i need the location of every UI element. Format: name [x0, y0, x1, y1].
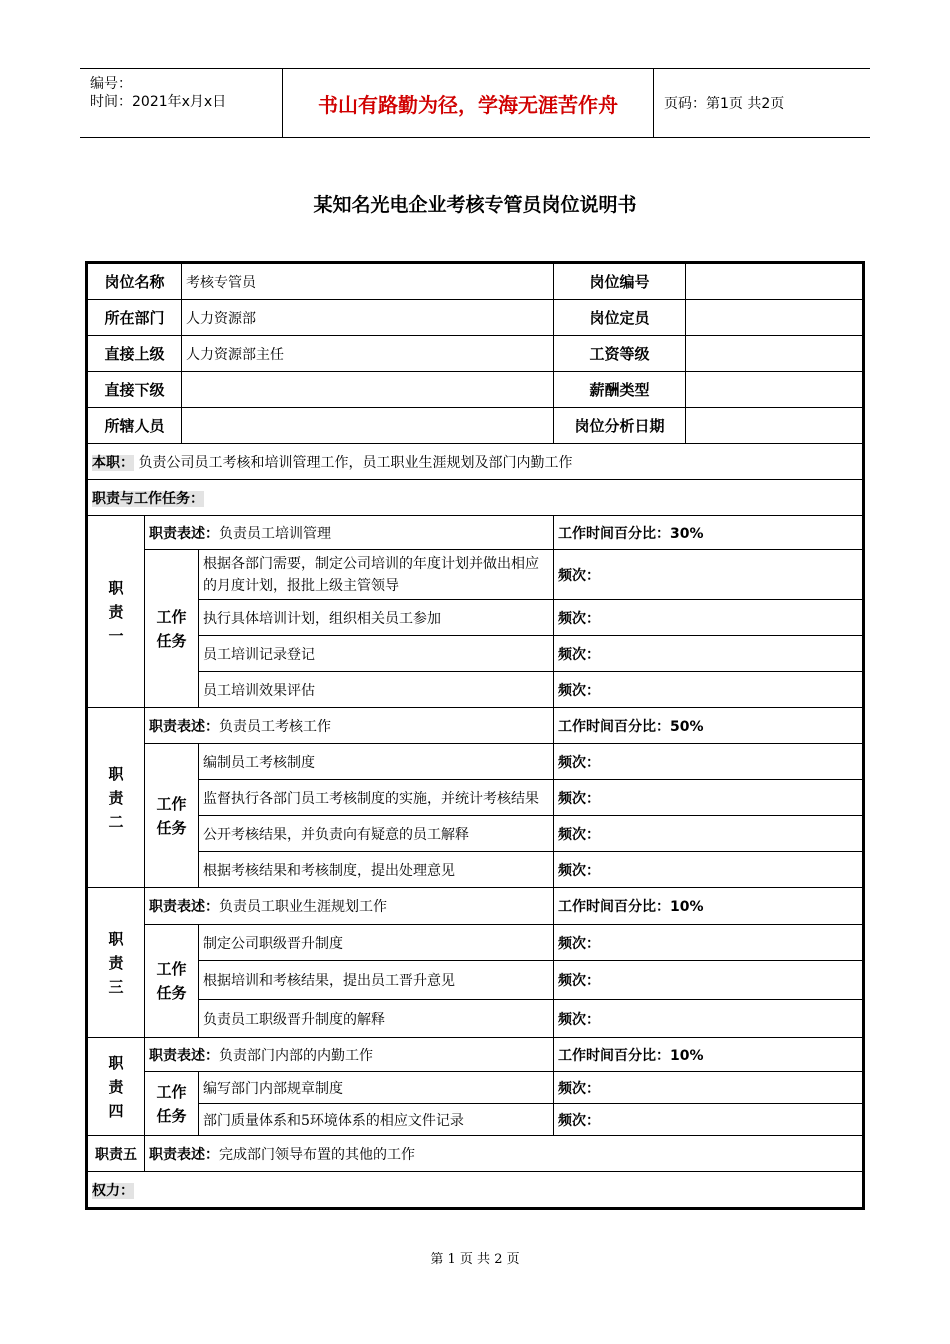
info-row — [88, 372, 863, 408]
task-text: 根据考核结果和考核制度，提出处理意见 — [199, 852, 554, 888]
duty-desc-row — [88, 1038, 863, 1072]
info-row — [88, 408, 863, 444]
duty-desc-row — [88, 888, 863, 925]
frequency-label: 频次： — [554, 744, 863, 780]
task-row — [88, 636, 863, 672]
duty-name-text: 职责二 — [108, 764, 124, 831]
info-label: 岗位定员 — [554, 300, 686, 336]
duty-name-text: 职责三 — [108, 929, 124, 996]
duty-desc-text: 完成部门领导布置的其他的工作 — [219, 1146, 415, 1163]
info-row — [88, 300, 863, 336]
task-label-text: 工作任务 — [156, 794, 187, 837]
duty-time-percent: 工作时间百分比：30% — [554, 516, 863, 550]
task-row — [88, 852, 863, 888]
info-value — [686, 336, 863, 372]
duty-desc-row — [88, 1136, 863, 1172]
task-row — [88, 961, 863, 1000]
duty-time-percent: 工作时间百分比：10% — [554, 1038, 863, 1072]
frequency-label: 频次： — [554, 852, 863, 888]
frequency-label: 频次： — [554, 600, 863, 636]
frequency-label: 频次： — [554, 636, 863, 672]
frequency-label: 频次： — [554, 1072, 863, 1104]
info-row — [88, 336, 863, 372]
page-header — [80, 68, 870, 138]
power-label: 权力： — [92, 1182, 134, 1199]
info-label: 工资等级 — [554, 336, 686, 372]
task-row — [88, 925, 863, 961]
task-row — [88, 1000, 863, 1038]
task-label — [145, 1072, 199, 1136]
duty-desc-text: 负责员工职业生涯规划工作 — [219, 899, 387, 915]
duty-desc-row — [88, 708, 863, 744]
duty-desc-text: 负责员工培训管理 — [219, 525, 331, 542]
info-row — [88, 264, 863, 300]
task-text: 员工培训记录登记 — [199, 636, 554, 672]
main-duty-label: 本职： — [92, 454, 134, 471]
info-value — [182, 372, 554, 408]
info-label: 岗位编号 — [554, 264, 686, 300]
frequency-label: 频次： — [554, 816, 863, 852]
duty-name — [88, 888, 145, 1038]
info-value: 人力资源部 — [182, 300, 554, 336]
task-text: 公开考核结果，并负责向有疑意的员工解释 — [199, 816, 554, 852]
info-value: 人力资源部主任 — [182, 336, 554, 372]
duty-desc-text: 负责部门内部的内勤工作 — [219, 1047, 373, 1064]
task-label — [145, 925, 199, 1038]
task-text: 负责员工职级晋升制度的解释 — [199, 1000, 554, 1038]
task-text: 员工培训效果评估 — [199, 672, 554, 708]
time-label: 时间：2021年x月x日 — [90, 94, 227, 110]
task-text: 执行具体培训计划，组织相关员工参加 — [199, 600, 554, 636]
duty-name — [88, 708, 145, 888]
frequency-label: 频次： — [554, 925, 863, 961]
duty-desc-text: 负责员工考核工作 — [219, 718, 331, 735]
header-meta — [80, 69, 283, 137]
task-row — [88, 550, 863, 600]
task-row — [88, 672, 863, 708]
duty-desc-row — [88, 516, 863, 550]
info-label: 直接下级 — [88, 372, 182, 408]
number-label: 编号： — [90, 76, 132, 92]
task-row — [88, 1072, 863, 1104]
frequency-label: 频次： — [554, 961, 863, 1000]
info-value — [182, 408, 554, 444]
duty-time-percent: 工作时间百分比：50% — [554, 708, 863, 744]
task-text: 编写部门内部规章制度 — [199, 1072, 554, 1104]
info-label: 所在部门 — [88, 300, 182, 336]
duty-time-percent: 工作时间百分比：10% — [554, 888, 863, 925]
header-page-label: 页码：第1页 共2页 — [664, 96, 785, 112]
frequency-label: 频次： — [554, 1104, 863, 1136]
task-text: 部门质量体系和5环境体系的相应文件记录 — [199, 1104, 554, 1136]
info-label: 直接上级 — [88, 336, 182, 372]
info-label: 岗位名称 — [88, 264, 182, 300]
task-label-text: 工作任务 — [156, 1082, 187, 1125]
power-row — [88, 1172, 863, 1208]
task-text: 制定公司职级晋升制度 — [199, 925, 554, 961]
info-value: 考核专管员 — [182, 264, 554, 300]
info-value — [686, 372, 863, 408]
task-label — [145, 744, 199, 888]
responsibilities-header-row — [88, 480, 863, 516]
task-row — [88, 816, 863, 852]
info-label: 岗位分析日期 — [554, 408, 686, 444]
main-duty-text: 负责公司员工考核和培训管理工作，员工职业生涯规划及部门内勤工作 — [138, 454, 573, 471]
duty-name-text: 职责一 — [108, 578, 124, 645]
page-footer: 第 1 页 共 2 页 — [430, 1252, 520, 1267]
info-value — [686, 408, 863, 444]
task-text: 监督执行各部门员工考核制度的实施，并统计考核结果 — [199, 780, 554, 816]
duty-name: 职责五 — [88, 1136, 145, 1172]
info-value — [686, 264, 863, 300]
task-label-text: 工作任务 — [156, 960, 187, 1002]
frequency-label: 频次： — [554, 672, 863, 708]
task-row — [88, 600, 863, 636]
info-label: 所辖人员 — [88, 408, 182, 444]
task-row — [88, 744, 863, 780]
duty-desc-label: 职责表述： — [149, 1146, 219, 1163]
duty-name — [88, 1038, 145, 1136]
task-label-text: 工作任务 — [156, 607, 187, 650]
responsibilities-label: 职责与工作任务： — [92, 490, 204, 507]
duty-name — [88, 516, 145, 708]
task-row — [88, 780, 863, 816]
header-motto: 书山有路勤为径，学海无涯苦作舟 — [283, 69, 654, 137]
duty-desc-label: 职责表述： — [149, 899, 219, 915]
task-text: 根据各部门需要，制定公司培训的年度计划并做出相应的月度计划，报批上级主管领导 — [199, 550, 554, 600]
duty-desc-label: 职责表述： — [149, 1047, 219, 1064]
document-title: 某知名光电企业考核专管员岗位说明书 — [313, 194, 637, 216]
task-row — [88, 1104, 863, 1136]
duty-desc-label: 职责表述： — [149, 718, 219, 735]
job-description-table — [85, 261, 865, 1210]
frequency-label: 频次： — [554, 550, 863, 600]
info-label: 薪酬类型 — [554, 372, 686, 408]
duty-name-text: 职责四 — [108, 1053, 124, 1120]
task-label — [145, 550, 199, 708]
duty-desc-label: 职责表述： — [149, 525, 219, 542]
frequency-label: 频次： — [554, 780, 863, 816]
info-value — [686, 300, 863, 336]
task-text: 编制员工考核制度 — [199, 744, 554, 780]
task-text: 根据培训和考核结果，提出员工晋升意见 — [199, 961, 554, 1000]
main-duty-row — [88, 444, 863, 480]
frequency-label: 频次： — [554, 1000, 863, 1038]
